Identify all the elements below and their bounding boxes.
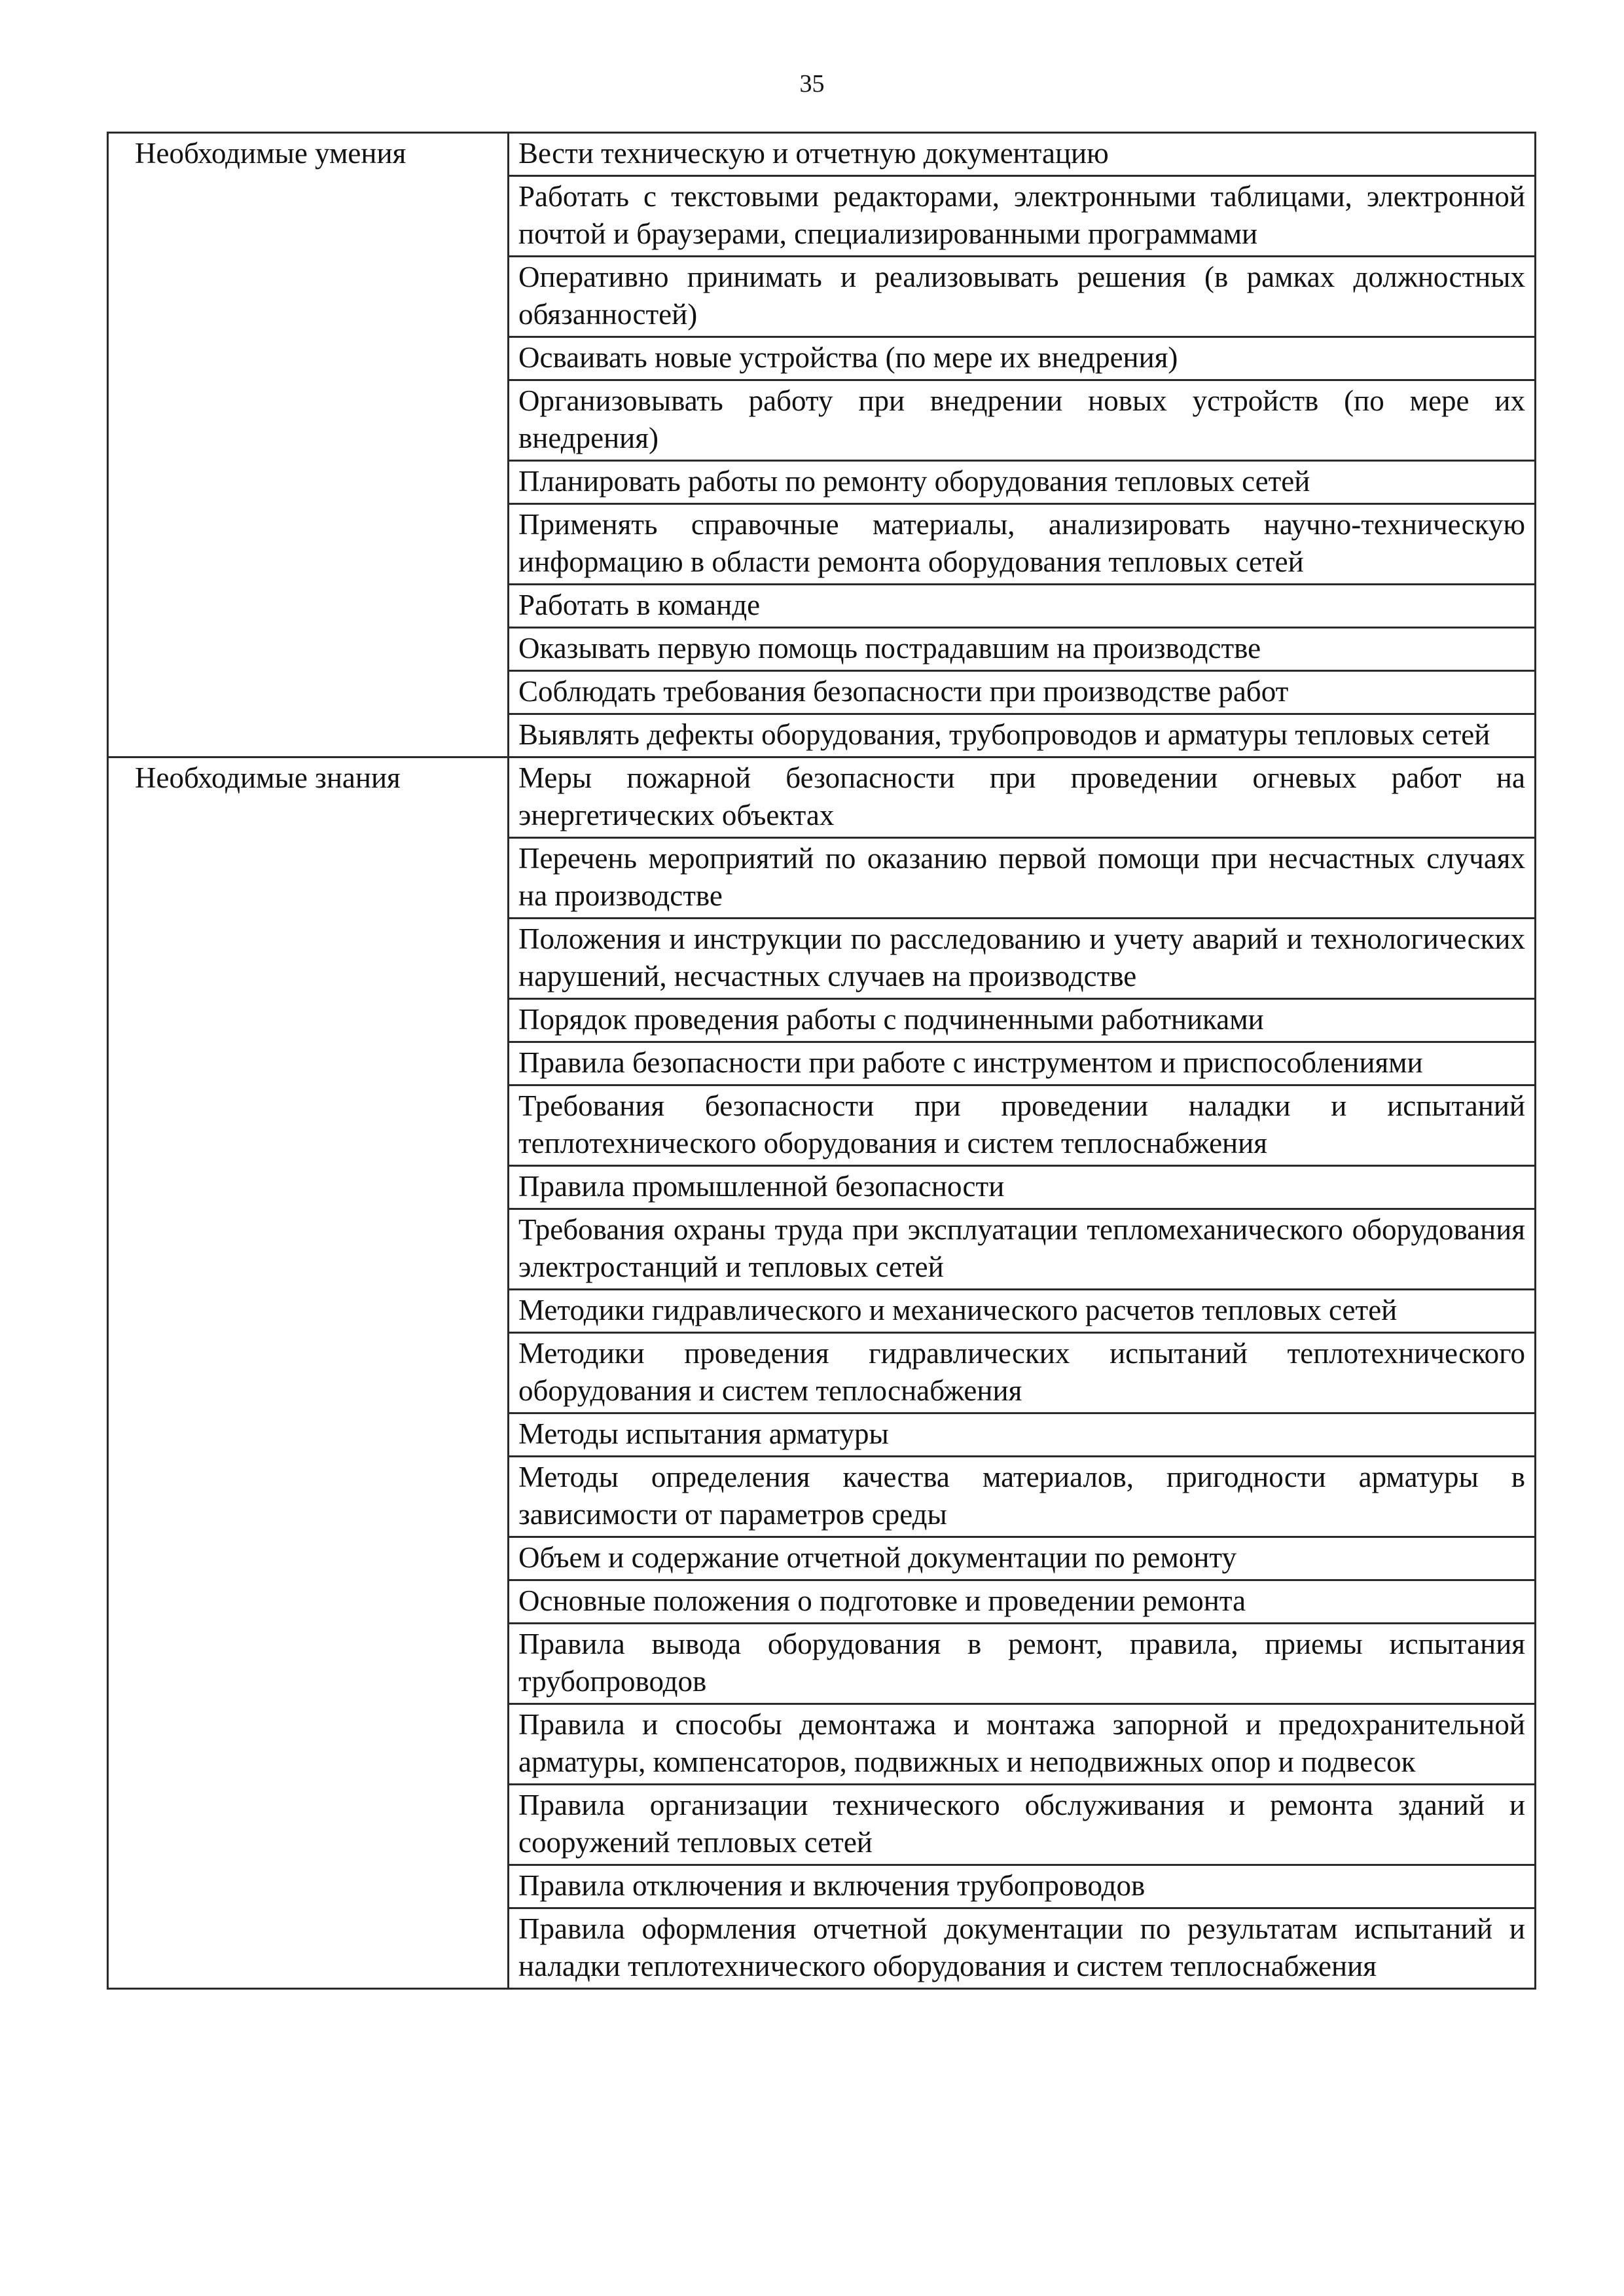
requirement-item: Оперативно принимать и реализовывать решения (в рамках должностных обязанностей) — [509, 257, 1536, 337]
requirement-item: Правила промышленной безопасности — [509, 1166, 1536, 1209]
requirement-item: Планировать работы по ремонту оборудования тепловых сетей — [509, 461, 1536, 504]
requirements-table — [107, 132, 1536, 1990]
requirement-item: Правила безопасности при работе с инструментом и приспособлениями — [509, 1042, 1536, 1085]
section-label: Необходимые умения — [108, 133, 509, 757]
requirement-item: Методы испытания арматуры — [509, 1413, 1536, 1457]
requirement-item: Методы определения качества материалов, пригодности арматуры в зависимости от параметров среды — [509, 1457, 1536, 1537]
requirements-table-body — [108, 133, 1536, 1989]
table-row — [108, 757, 1536, 838]
requirement-item: Работать в команде — [509, 585, 1536, 628]
requirement-item: Требования безопасности при проведении наладки и испытаний теплотехнического оборудования и систем теплоснабжения — [509, 1085, 1536, 1166]
requirement-item: Правила и способы демонтажа и монтажа запорной и предохранительной арматуры, компенсаторов, подвижных и неподвижных опор и подвесок — [509, 1704, 1536, 1785]
requirement-item: Перечень мероприятий по оказанию первой помощи при несчастных случаях на производстве — [509, 838, 1536, 919]
requirement-item: Положения и инструкции по расследованию и учету аварий и технологических нарушений, несчастных случаев на производстве — [509, 919, 1536, 999]
requirement-item: Объем и содержание отчетной документации по ремонту — [509, 1537, 1536, 1580]
requirement-item: Оказывать первую помощь пострадавшим на производстве — [509, 628, 1536, 671]
requirement-item: Требования охраны труда при эксплуатации тепломеханического оборудования электростанций и тепловых сетей — [509, 1209, 1536, 1290]
page-number: 35 — [799, 70, 825, 98]
requirement-item: Вести техническую и отчетную документацию — [509, 133, 1536, 176]
requirement-item: Соблюдать требования безопасности при производстве работ — [509, 671, 1536, 714]
requirement-item: Методики гидравлического и механического расчетов тепловых сетей — [509, 1290, 1536, 1333]
requirement-item: Правила вывода оборудования в ремонт, правила, приемы испытания трубопроводов — [509, 1624, 1536, 1704]
requirement-item: Осваивать новые устройства (по мере их внедрения) — [509, 337, 1536, 380]
requirement-item: Работать с текстовыми редакторами, электронными таблицами, электронной почтой и браузерами, специализированными программами — [509, 176, 1536, 257]
requirement-item: Методики проведения гидравлических испытаний теплотехнического оборудования и систем теплоснабжения — [509, 1333, 1536, 1413]
requirement-item: Правила организации технического обслуживания и ремонта зданий и сооружений тепловых сетей — [509, 1785, 1536, 1865]
requirement-item: Порядок проведения работы с подчиненными работниками — [509, 999, 1536, 1042]
requirement-item: Правила оформления отчетной документации по результатам испытаний и наладки теплотехнического оборудования и систем теплоснабжения — [509, 1908, 1536, 1989]
requirement-item: Основные положения о подготовке и проведении ремонта — [509, 1580, 1536, 1624]
requirement-item: Организовывать работу при внедрении новых устройств (по мере их внедрения) — [509, 380, 1536, 461]
table-row — [108, 133, 1536, 176]
requirement-item: Применять справочные материалы, анализировать научно-техническую информацию в области ремонта оборудования тепловых сетей — [509, 504, 1536, 585]
requirement-item: Выявлять дефекты оборудования, трубопроводов и арматуры тепловых сетей — [509, 714, 1536, 757]
section-label: Необходимые знания — [108, 757, 509, 1989]
requirement-item: Правила отключения и включения трубопроводов — [509, 1865, 1536, 1908]
requirement-item: Меры пожарной безопасности при проведении огневых работ на энергетических объектах — [509, 757, 1536, 838]
